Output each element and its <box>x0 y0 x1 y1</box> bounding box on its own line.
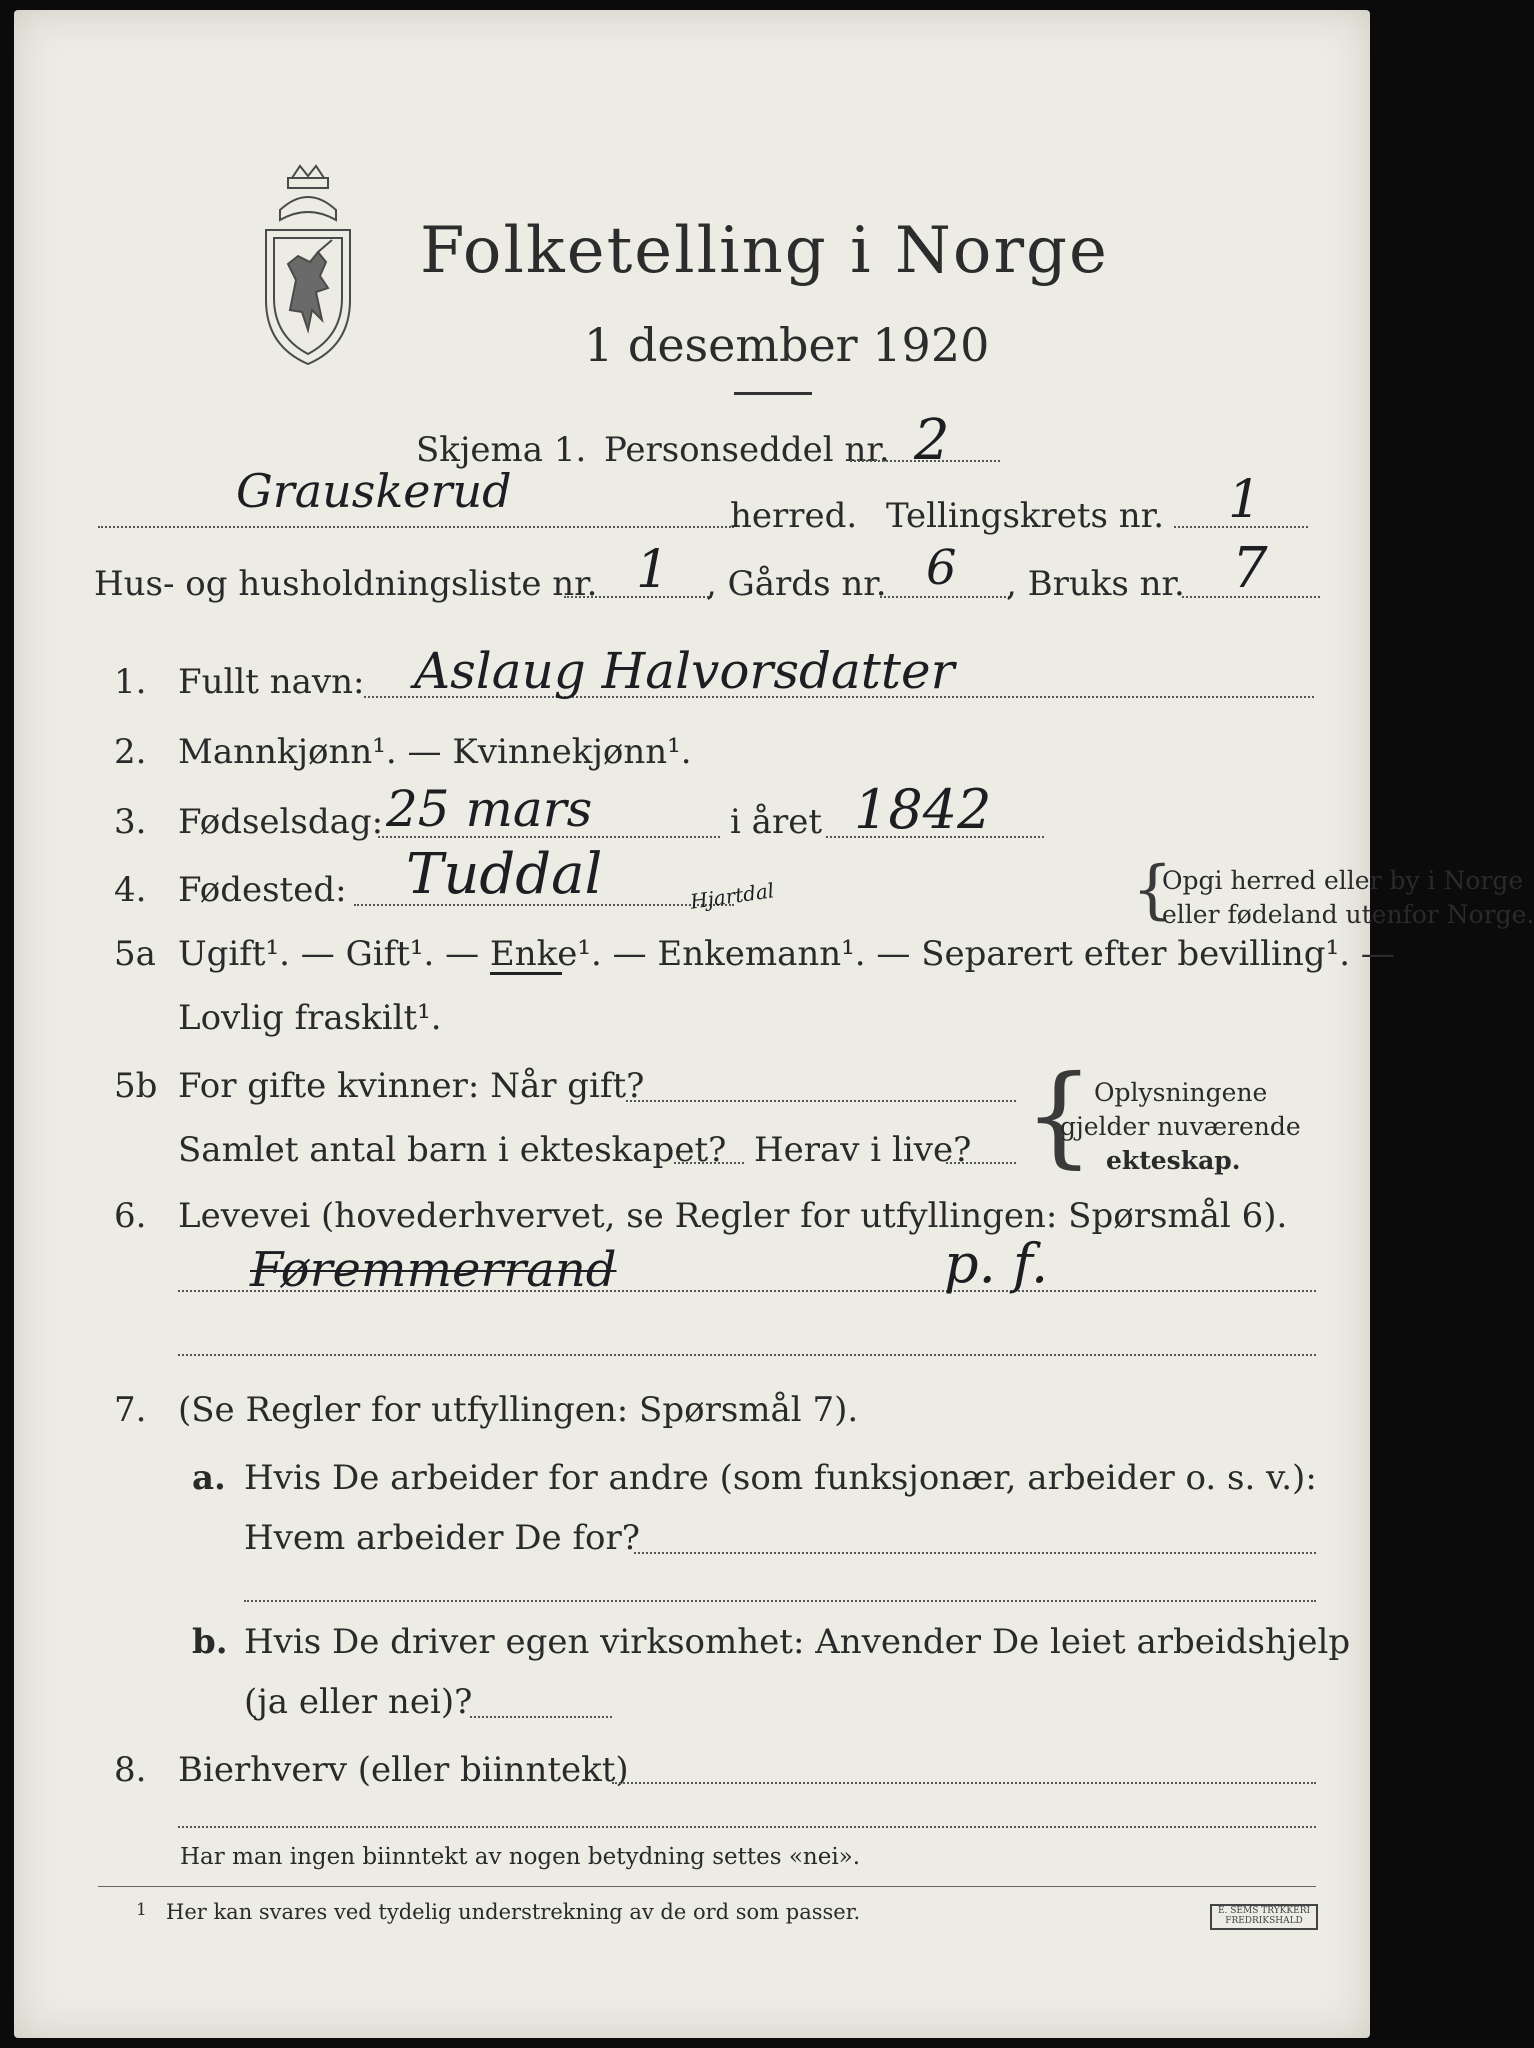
census-form <box>14 10 1534 2038</box>
hired-help-line <box>470 1716 612 1718</box>
footer-note: Har man ingen biinntekt av nogen betydning settes «nei». <box>180 1844 861 1870</box>
alive-line <box>946 1162 1016 1164</box>
birthplace-extra: Hjartdal <box>688 878 776 914</box>
q5b-line2b: Herav i live? <box>754 1130 972 1170</box>
census-date: 1 desember 1920 <box>584 318 990 372</box>
side-income-line <box>612 1782 1316 1784</box>
schema-label: Skjema 1. <box>416 430 587 470</box>
q4-label: Fødested: <box>178 870 347 910</box>
footnote-mark: 1 <box>136 1900 147 1920</box>
q7a-line1: Hvis De arbeider for andre (som funksjonær, arbeider o. s. v.): <box>244 1458 1317 1498</box>
gards-label: , Gårds nr. <box>706 564 887 604</box>
herred-line <box>98 526 734 528</box>
footnote-text: Her kan svares ved tydelig understrekning av de ord som passer. <box>166 1900 861 1924</box>
q3-number: 3. <box>114 802 147 842</box>
herred-label: herred. <box>730 496 858 536</box>
q7-label: (Se Regler for utfyllingen: Spørsmål 7). <box>178 1390 859 1430</box>
occupation-value: p. f. <box>944 1232 1049 1295</box>
q7b-line1: Hvis De driver egen virksomhet: Anvender De leiet arbeidshjelp <box>244 1622 1351 1662</box>
q5b-brace: { <box>1024 1051 1094 1179</box>
q5b-line2a: Samlet antal barn i ekteskapet? <box>178 1130 727 1170</box>
herred-value: Grauskerud <box>236 464 512 518</box>
husholdning-label: Hus- og husholdningsliste nr. <box>94 564 598 604</box>
printer-stamp: E. SEMS TRYKKERI FREDRIKSHALD <box>1210 1904 1318 1930</box>
q7-number: 7. <box>114 1390 147 1430</box>
gards-value: 6 <box>926 540 957 596</box>
birth-year-value: 1842 <box>854 778 992 841</box>
q5b-note-line2: gjelder nuværende <box>1060 1112 1301 1141</box>
enke-underline <box>490 972 562 975</box>
tellingskrets-value: 1 <box>1228 470 1262 530</box>
q6-label: Levevei (hovederhvervet, se Regler for utfyllingen: Spørsmål 6). <box>178 1196 1288 1236</box>
birthday-value: 25 mars <box>386 780 593 838</box>
q7a-line2: Hvem arbeider De for? <box>244 1518 640 1558</box>
title-divider <box>734 392 812 395</box>
q5b-line1: For gifte kvinner: Når gift? <box>178 1066 645 1106</box>
side-income-line-2 <box>178 1826 1316 1828</box>
birthplace-value: Tuddal <box>406 842 603 907</box>
children-line <box>674 1162 744 1164</box>
q5a-number: 5a <box>114 934 156 974</box>
employer-line <box>634 1552 1316 1554</box>
norwegian-lion-icon <box>252 160 364 370</box>
form-title: Folketelling i Norge <box>420 214 1109 288</box>
full-name-value: Aslaug Halvorsdatter <box>414 642 955 700</box>
q1-number: 1. <box>114 662 147 702</box>
q1-label: Fullt navn: <box>178 662 365 702</box>
tellingskrets-label: Tellingskrets nr. <box>886 496 1165 536</box>
personseddel-value: 2 <box>914 408 950 473</box>
q4-note-line1: Opgi herred eller by i Norge <box>1162 866 1524 895</box>
q7b-line2: (ja eller nei)? <box>244 1682 473 1722</box>
employer-line-2 <box>244 1600 1316 1602</box>
q5a-line2: Lovlig fraskilt¹. <box>178 998 442 1038</box>
q5b-number: 5b <box>114 1066 158 1106</box>
personseddel-label: Personseddel nr. <box>604 430 890 470</box>
q4-number: 4. <box>114 870 147 910</box>
year-label: i året <box>730 802 822 842</box>
q2-number: 2. <box>114 732 147 772</box>
occupation-struck: Føremmerrand <box>250 1242 617 1298</box>
husholdning-value: 1 <box>636 540 670 600</box>
gards-line <box>880 596 1010 598</box>
bruks-value: 7 <box>1232 536 1268 601</box>
q7b-letter: b. <box>192 1622 228 1662</box>
q7a-letter: a. <box>192 1458 226 1498</box>
q5b-note-line3: ekteskap. <box>1106 1146 1241 1175</box>
q8-number: 8. <box>114 1750 147 1790</box>
q5b-note-line1: Oplysningene <box>1094 1078 1268 1107</box>
q4-note-line2: eller fødeland utenfor Norge. <box>1162 900 1534 929</box>
q4-brace: { <box>1132 853 1173 927</box>
q2-label: Mannkjønn¹. — Kvinnekjønn¹. <box>178 732 692 772</box>
when-married-line <box>626 1100 1016 1102</box>
footer-divider <box>98 1886 1316 1887</box>
bruks-label: , Bruks nr. <box>1006 564 1185 604</box>
q3-label: Fødselsdag: <box>178 802 384 842</box>
q6-number: 6. <box>114 1196 147 1236</box>
occupation-line-2 <box>178 1354 1316 1356</box>
q8-label: Bierhverv (eller biinntekt) <box>178 1750 629 1790</box>
q5a-line1: Ugift¹. — Gift¹. — Enke¹. — Enkemann¹. — Separert efter bevilling¹. — <box>178 934 1395 974</box>
